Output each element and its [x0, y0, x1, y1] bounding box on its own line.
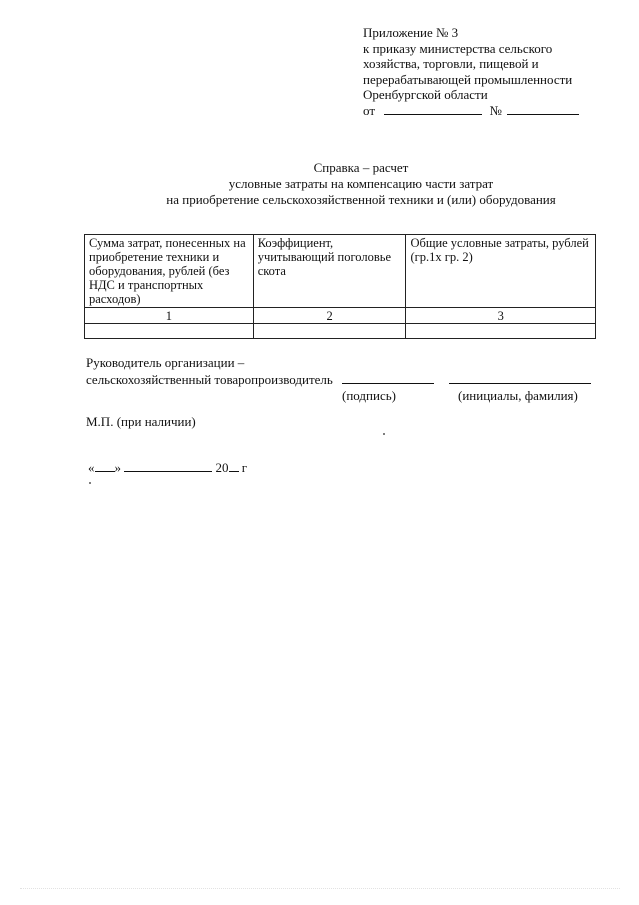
stamp-label: М.П. (при наличии) — [86, 414, 196, 429]
year-prefix: 20 — [215, 460, 229, 475]
header-cell-costs: Сумма затрат, понесенных на приобретение техники и оборудования, рублей (без НДС и транспортных расходов) — [85, 235, 254, 308]
appendix-date-number-line — [363, 103, 623, 119]
table-row — [85, 324, 596, 339]
table-cell — [406, 324, 596, 339]
column-number-3: 3 — [406, 308, 596, 324]
column-number-2: 2 — [253, 308, 406, 324]
column-number-1: 1 — [85, 308, 254, 324]
name-hint: (инициалы, фамилия) — [458, 388, 578, 403]
appendix-industry-line: перерабатывающей промышленности — [363, 71, 573, 87]
signature-hint: (подпись) — [342, 388, 396, 403]
calculation-table — [84, 234, 596, 339]
signature-blank — [342, 371, 434, 384]
table-cell — [85, 324, 254, 339]
appendix-ministry-line: хозяйства, торговли, пищевой и — [363, 56, 539, 71]
table-column-number-row — [85, 308, 596, 324]
header-cell-total: Общие условные затраты, рублей (гр.1х гр. 2) — [406, 235, 596, 308]
title-line-1: Справка – расчет — [313, 160, 409, 175]
scan-edge-line — [20, 888, 620, 889]
appendix-number-blank — [507, 103, 579, 115]
table-header-row — [85, 235, 596, 308]
name-blank — [449, 371, 591, 384]
appendix-number-label: № — [489, 102, 502, 118]
appendix-region-line: Оренбургской области — [363, 87, 488, 102]
appendix-block — [363, 25, 623, 118]
appendix-order-line: к приказу министерства сельского — [363, 40, 553, 56]
appendix-title: Приложение № 3 — [363, 25, 459, 40]
signature-block — [86, 355, 606, 388]
scan-speck — [89, 482, 91, 484]
table-cell — [253, 324, 406, 339]
signature-role-line-2 — [86, 371, 606, 388]
title-line-2: условные затраты на компенсацию части затрат — [228, 176, 494, 191]
header-cell-coefficient: Коэффициент, учитывающий поголовье скота — [253, 235, 406, 308]
date-open-quote: « — [88, 460, 95, 475]
signature-role-text: сельскохозяйственный товаропроизводитель — [86, 372, 333, 387]
year-suffix: г — [241, 460, 248, 475]
document-title — [0, 160, 639, 208]
month-blank — [124, 460, 212, 472]
date-line — [88, 460, 247, 476]
signature-hints — [342, 388, 578, 404]
title-line-3: на приобретение сельскохозяйственной техники и (или) оборудования — [166, 192, 556, 207]
year-blank — [229, 460, 239, 472]
date-close-quote: » — [114, 460, 121, 475]
appendix-date-blank — [384, 103, 482, 115]
day-blank — [95, 460, 115, 472]
scan-speck — [383, 433, 385, 435]
appendix-from-label: от — [363, 102, 376, 118]
signature-role-line-1: Руководитель организации – — [86, 355, 245, 370]
